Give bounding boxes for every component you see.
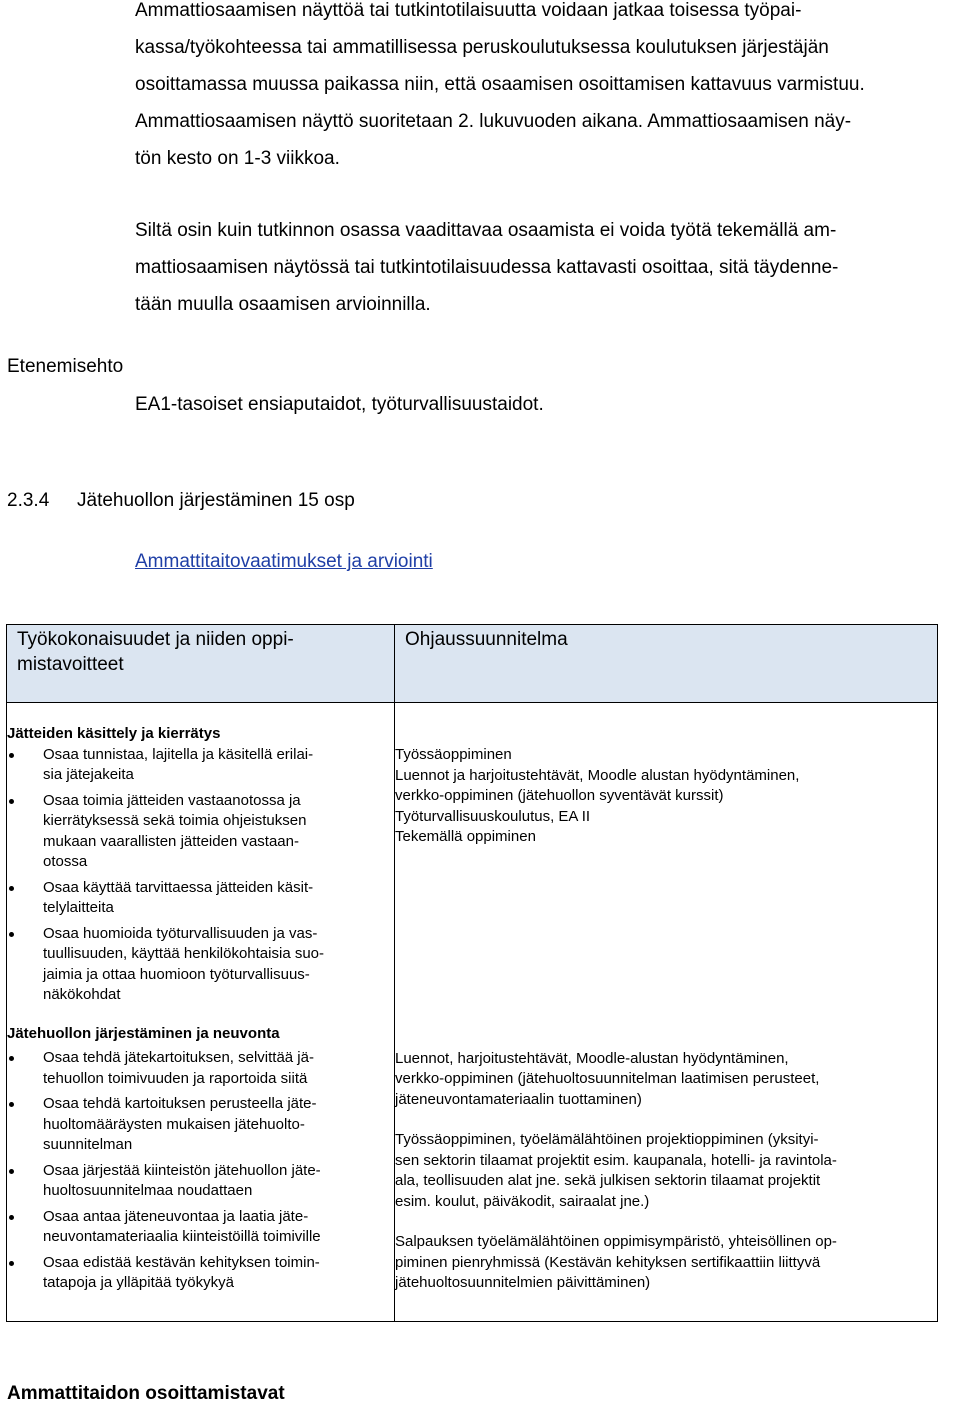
goals-cell — [7, 703, 395, 1322]
list-item: Osaa huomioida työturvallisuuden ja vas- tuullisuuden, käyttää henkilökohtaisia suo- jaimia ja ottaa huomioon työturvallisuus- näkökohdat — [7, 924, 394, 1006]
group-title: Jätehuollon järjestäminen ja neuvonta — [7, 1024, 280, 1042]
list-item: Osaa antaa jäteneuvontaa ja laatia jäte- neuvontamateriaalia kiinteistöillä toimiville — [7, 1207, 394, 1248]
list-item: Osaa järjestää kiinteistön jätehuollon jäte- huoltosuunnitelmaa noudattaen — [7, 1161, 394, 1202]
etenemisehto-text: EA1-tasoiset ensiaputaidot, työturvallisuustaidot. — [135, 394, 544, 415]
list-item: Osaa toimia jätteiden vastaanotossa ja kierrätyksessä sekä toimia ohjeistuksen mukaan vaarallisten jätteiden vastaan- otossa — [7, 791, 394, 873]
footer-heading: Ammattitaidon osoittamistavat — [7, 1383, 285, 1404]
list-item: Osaa käyttää tarvittaessa jätteiden käsit- telylaitteita — [7, 878, 394, 919]
goal-list — [7, 745, 394, 1006]
header-learning-goals: Työkokonaisuudet ja niiden oppi- mistavoitteet — [7, 625, 395, 703]
text-line: Ammattiosaamisen näyttö suoritetaan 2. lukuvuoden aikana. Ammattiosaamisen näy- — [135, 111, 852, 132]
list-item: Osaa tunnistaa, lajitella ja käsitellä erilai- sia jätejakeita — [7, 745, 394, 786]
plan-block: Työssäoppiminen, työelämälähtöinen projektioppiminen (yksityi- sen sektorin tilaamat projektit esim. kaupanala, hotelli- ja ravintola- ala, teollisuuden alat jne. sekä julkisen sektorin tilaamat projektit esim. koulut, päiväkodit, sairaalat jne.) — [395, 1131, 837, 1210]
table-row — [7, 703, 938, 1322]
text-line: Siltä osin kuin tutkinnon osassa vaadittavaa osaamista ei voida työtä tekemällä am- — [135, 220, 837, 241]
group-title: Jätteiden käsittely ja kierrätys — [7, 725, 221, 742]
guidance-cell — [395, 703, 938, 1322]
plan-block: Salpauksen työelämälähtöinen oppimisympäristö, yhteisöllinen op- piminen pienryhmissä (Kestävän kehityksen sertifikaattiin liittyvä jätehuoltosuunnitelmien päivittäminen) — [395, 1233, 837, 1291]
goal-list — [7, 1048, 394, 1294]
table-header-row — [7, 625, 938, 703]
etenemisehto-label: Etenemisehto — [7, 356, 124, 377]
section-number: 2.3.4 — [7, 490, 50, 511]
intro-paragraph-2 — [135, 212, 950, 323]
plan-block: Luennot, harjoitustehtävät, Moodle-alustan hyödyntäminen, verkko-oppiminen (jätehuoltosuunnitelman laatimisen perusteet, jäteneuvontamateriaalin tuottaminen) — [395, 1049, 820, 1108]
text-line: Ammattiosaamisen näyttöä tai tutkintotilaisuutta voidaan jatkaa toisessa työpai- — [135, 0, 802, 21]
list-item: Osaa edistää kestävän kehityksen toimin- tatapoja ja ylläpitää työkykyä — [7, 1253, 394, 1294]
list-item: Osaa tehdä kartoituksen perusteella jäte- huoltomääräysten mukaisen jätehuolto- suunnitelman — [7, 1094, 394, 1156]
text-line: tään muulla osaamisen arvioinnilla. — [135, 294, 431, 315]
text-line: mattiosaamisen näytössä tai tutkintotilaisuudessa kattavasti osoittaa, sitä täydenne- — [135, 257, 839, 278]
text-line: tön kesto on 1-3 viikkoa. — [135, 148, 340, 169]
section-title-text: Jätehuollon järjestäminen 15 osp — [77, 490, 355, 511]
text-line: kassa/työkohteessa tai ammatillisessa peruskoulutuksessa koulutuksen järjestäjän — [135, 37, 829, 58]
text-line: osoittamassa muussa paikassa niin, että osaamisen osoittamisen kattavuus varmistuu. — [135, 74, 865, 95]
list-item: Osaa tehdä jätekartoituksen, selvittää jä- tehuollon toimivuuden ja raportoida siitä — [7, 1048, 394, 1089]
section-heading — [7, 490, 355, 512]
plan-block: Työssäoppiminen Luennot ja harjoitustehtävät, Moodle alustan hyödyntäminen, verkko-oppiminen (jätehuollon syventävät kurssit) Työturvallisuuskoulutus, EA II Tekemällä oppiminen — [395, 746, 800, 845]
plan-table — [6, 624, 938, 1322]
requirements-link[interactable]: Ammattitaitovaatimukset ja arviointi — [135, 551, 433, 572]
intro-paragraph-1 — [135, 0, 950, 177]
header-guidance-plan: Ohjaussuunnitelma — [395, 625, 938, 703]
